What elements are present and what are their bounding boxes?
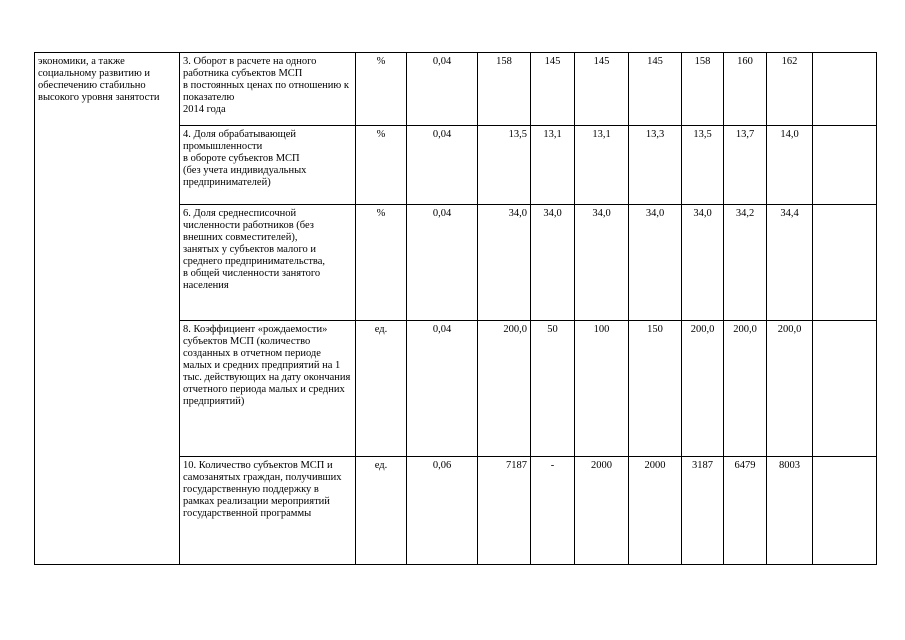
- value-cell: 14,0: [767, 126, 813, 205]
- unit-cell: %: [356, 126, 407, 205]
- value-cell: [813, 53, 877, 126]
- unit-cell: %: [356, 205, 407, 321]
- value-cell: 2000: [629, 457, 682, 565]
- value-cell: 34,0: [531, 205, 575, 321]
- value-cell: -: [531, 457, 575, 565]
- value-cell: [813, 457, 877, 565]
- indicator-cell: 6. Доля среднесписочной численности работников (без внешних совместителей), занятых у субъектов малого и среднего предпринимательства, в общей численности занятого населения: [180, 205, 356, 321]
- value-cell: 100: [575, 321, 629, 457]
- value-cell: [813, 205, 877, 321]
- value-cell: 34,0: [575, 205, 629, 321]
- value-cell: 150: [629, 321, 682, 457]
- weight-cell: 0,04: [407, 205, 478, 321]
- value-cell: 2000: [575, 457, 629, 565]
- value-cell: 34,0: [629, 205, 682, 321]
- value-cell: 6479: [724, 457, 767, 565]
- value-cell: 145: [575, 53, 629, 126]
- value-cell: [813, 126, 877, 205]
- value-cell: 162: [767, 53, 813, 126]
- table-row: [35, 53, 877, 126]
- value-cell: 13,1: [575, 126, 629, 205]
- value-cell: 13,5: [682, 126, 724, 205]
- value-cell: 200,0: [478, 321, 531, 457]
- value-cell: 13,1: [531, 126, 575, 205]
- value-cell: 3187: [682, 457, 724, 565]
- value-cell: 158: [682, 53, 724, 126]
- value-cell: 158: [478, 53, 531, 126]
- value-cell: 145: [629, 53, 682, 126]
- value-cell: 34,4: [767, 205, 813, 321]
- value-cell: 50: [531, 321, 575, 457]
- unit-cell: %: [356, 53, 407, 126]
- value-cell: 13,5: [478, 126, 531, 205]
- value-cell: 160: [724, 53, 767, 126]
- weight-cell: 0,04: [407, 53, 478, 126]
- value-cell: 200,0: [724, 321, 767, 457]
- indicators-table: [34, 52, 877, 565]
- indicator-cell: 3. Оборот в расчете на одного работника субъектов МСП в постоянных ценах по отношению к показателю 2014 года: [180, 53, 356, 126]
- value-cell: [813, 321, 877, 457]
- indicator-cell: 10. Количество субъектов МСП и самозанятых граждан, получивших государственную поддержку в рамках реализации мероприятий государственной программы: [180, 457, 356, 565]
- value-cell: 7187: [478, 457, 531, 565]
- value-cell: 34,0: [478, 205, 531, 321]
- value-cell: 145: [531, 53, 575, 126]
- value-cell: 34,0: [682, 205, 724, 321]
- weight-cell: 0,04: [407, 126, 478, 205]
- weight-cell: 0,04: [407, 321, 478, 457]
- value-cell: 13,7: [724, 126, 767, 205]
- goal-cell: экономики, а также социальному развитию и обеспечению стабильно высокого уровня занятости: [35, 53, 180, 565]
- value-cell: 34,2: [724, 205, 767, 321]
- indicator-cell: 4. Доля обрабатывающей промышленности в обороте субъектов МСП (без учета индивидуальных предпринимателей): [180, 126, 356, 205]
- unit-cell: ед.: [356, 457, 407, 565]
- value-cell: 8003: [767, 457, 813, 565]
- weight-cell: 0,06: [407, 457, 478, 565]
- indicator-cell: 8. Коэффициент «рождаемости» субъектов МСП (количество созданных в отчетном периоде малых и средних предприятий на 1 тыс. действующих на дату окончания отчетного периода малых и средних предприятий): [180, 321, 356, 457]
- value-cell: 200,0: [767, 321, 813, 457]
- value-cell: 13,3: [629, 126, 682, 205]
- unit-cell: ед.: [356, 321, 407, 457]
- value-cell: 200,0: [682, 321, 724, 457]
